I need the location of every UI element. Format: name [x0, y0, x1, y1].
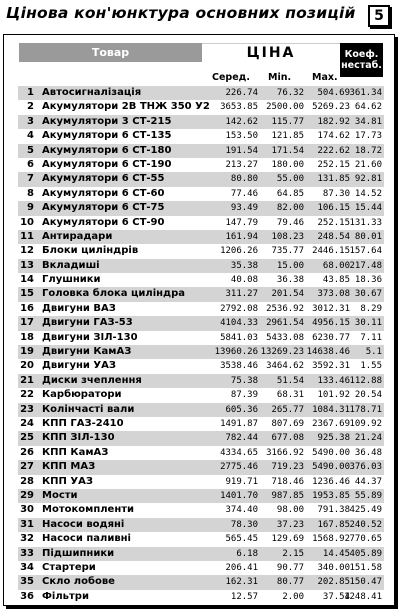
instability-coefficient: 112.88 [349, 375, 382, 386]
column-header-max: Max. [312, 72, 338, 83]
price-min: 115.77 [271, 116, 304, 127]
product-name: Насоси паливні [42, 533, 131, 545]
price-max: 373.08 [317, 289, 350, 300]
table-row [18, 532, 384, 546]
row-number: 10 [20, 216, 34, 228]
product-name: КПП КамАЗ [42, 446, 109, 458]
table-row [18, 172, 384, 186]
row-number: 18 [20, 331, 34, 343]
page-number-badge: 5 [368, 5, 390, 27]
price-average: 40.08 [230, 275, 258, 286]
table-row [18, 374, 384, 388]
price-max: 925.38 [317, 433, 350, 444]
price-average: 3653.85 [220, 102, 258, 113]
product-name: Двигуни ВАЗ [42, 302, 116, 314]
row-number: 19 [20, 346, 34, 358]
price-max: 1953.85 [312, 490, 350, 501]
row-number: 12 [20, 245, 34, 257]
price-average: 191.54 [225, 145, 258, 156]
price-min: 129.69 [271, 534, 304, 545]
row-number: 24 [20, 417, 34, 429]
product-name: Акумулятори 6 СТ-60 [42, 187, 165, 199]
product-name: Акумулятори 6 СТ-135 [42, 130, 172, 142]
page-title: Цінова кон'юнктура основних позицій [6, 4, 356, 22]
price-average: 5841.03 [220, 332, 258, 343]
table-row [18, 259, 384, 273]
table-row [18, 388, 384, 402]
row-number: 34 [20, 561, 34, 573]
table-row [18, 115, 384, 129]
price-min: 108.23 [271, 231, 304, 242]
price-max: 106.15 [317, 203, 350, 214]
product-name: КПП МАЗ [42, 461, 96, 473]
price-min: 98.00 [276, 505, 304, 516]
table-row [18, 561, 384, 575]
instability-coefficient: 44.37 [354, 476, 382, 487]
price-min: 2536.92 [266, 303, 304, 314]
price-average: 80.80 [230, 174, 258, 185]
instability-coefficient: 109.92 [349, 418, 382, 429]
price-max: 1084.31 [312, 404, 350, 415]
instability-coefficient: 80.01 [354, 231, 382, 242]
price-max: 202.85 [317, 577, 350, 588]
table-row [18, 518, 384, 532]
instability-coefficient: 376.03 [349, 462, 382, 473]
title-bar [0, 0, 400, 32]
price-max: 222.62 [317, 145, 350, 156]
column-header-price: ЦІНА [202, 43, 340, 63]
column-header-product: Товар [19, 43, 202, 62]
table-row [18, 86, 384, 100]
product-name: Насоси водяні [42, 518, 125, 530]
instability-coefficient: 7.11 [360, 332, 382, 343]
instability-coefficient: 15.44 [354, 203, 382, 214]
row-number: 20 [20, 360, 34, 372]
price-min: 3464.62 [266, 361, 304, 372]
instability-coefficient: 30.11 [354, 318, 382, 329]
price-max: 252.15 [317, 159, 350, 170]
instability-coefficient: 240.52 [349, 519, 382, 530]
product-name: Двигуни ЗІЛ-130 [42, 331, 138, 343]
row-number: 1 [27, 87, 34, 98]
product-name: Акумулятори 6 СТ-180 [42, 144, 172, 156]
product-name: Блоки циліндрів [42, 245, 139, 257]
price-max: 68.00 [322, 260, 350, 271]
product-name: Акумулятори 6 СТ-75 [42, 202, 165, 214]
table-row [18, 331, 384, 345]
price-average: 919.71 [225, 476, 258, 487]
instability-coefficient: 36.48 [354, 447, 382, 458]
instability-coefficient: 14.52 [354, 188, 382, 199]
instability-coefficient: 20.54 [354, 390, 382, 401]
price-max: 167.85 [317, 519, 350, 530]
product-name: Фільтри [42, 590, 89, 602]
price-min: 2500.00 [266, 102, 304, 113]
price-average: 1491.87 [220, 418, 258, 429]
price-average: 206.41 [225, 562, 258, 573]
row-number: 26 [20, 446, 34, 458]
price-min: 180.00 [271, 159, 304, 170]
row-number: 2 [27, 101, 34, 113]
price-min: 2961.54 [266, 318, 304, 329]
price-average: 142.62 [225, 116, 258, 127]
column-header-average: Серед. [212, 72, 250, 83]
instability-coefficient: 217.48 [349, 260, 382, 271]
price-min: 807.69 [271, 418, 304, 429]
price-max: 2446.15 [312, 246, 350, 257]
instability-coefficient: 361.34 [349, 88, 382, 98]
price-min: 79.46 [276, 217, 304, 228]
row-number: 15 [20, 288, 34, 300]
price-max: 37.54 [322, 591, 350, 602]
table-row [18, 475, 384, 489]
row-number: 30 [20, 504, 34, 516]
price-max: 1568.92 [312, 534, 350, 545]
price-min: 51.54 [276, 375, 304, 386]
price-max: 87.30 [322, 188, 350, 199]
price-max: 14638.46 [306, 347, 350, 358]
price-min: 15.00 [276, 260, 304, 271]
row-number: 6 [27, 158, 34, 170]
table-row [18, 359, 384, 373]
price-min: 3166.92 [266, 447, 304, 458]
price-min: 37.23 [276, 519, 304, 530]
product-name: КПП ЗІЛ-130 [42, 432, 115, 444]
product-name: Колінчасті вали [42, 403, 135, 415]
price-max: 182.92 [317, 116, 350, 127]
product-name: Мости [42, 489, 78, 501]
instability-coefficient: 18.36 [354, 275, 382, 286]
instability-coefficient: 157.64 [349, 246, 382, 257]
row-number: 7 [27, 173, 34, 185]
table-row [18, 503, 384, 517]
price-average: 2792.08 [220, 303, 258, 314]
instability-coefficient: 5.1 [365, 347, 382, 358]
table-row [18, 144, 384, 158]
table-row [18, 431, 384, 445]
table-row [18, 287, 384, 301]
price-max: 340.00 [317, 562, 350, 573]
table-row [18, 244, 384, 258]
price-min: 987.85 [271, 490, 304, 501]
table-row [18, 273, 384, 287]
table-row [18, 316, 384, 330]
price-average: 87.39 [230, 390, 258, 401]
price-average: 78.30 [230, 519, 258, 530]
price-average: 13960.26 [214, 347, 258, 358]
table-row [18, 489, 384, 503]
price-average: 311.27 [225, 289, 258, 300]
instability-coefficient: 405.89 [349, 548, 382, 559]
price-max: 133.46 [317, 375, 350, 386]
table-body [18, 86, 384, 604]
instability-coefficient: 151.58 [349, 562, 382, 573]
price-min: 718.46 [271, 476, 304, 487]
price-average: 4104.33 [220, 318, 258, 329]
price-min: 36.38 [276, 275, 304, 286]
price-min: 121.85 [271, 131, 304, 142]
price-min: 5433.08 [266, 332, 304, 343]
instability-coefficient: 21.24 [354, 433, 382, 444]
instability-coefficient: 8.29 [360, 303, 382, 314]
instability-coefficient: 425.49 [349, 505, 382, 516]
column-header-min: Min. [268, 72, 292, 83]
price-min: 2.00 [282, 591, 304, 602]
product-name: Акумулятори 3 СТ-215 [42, 115, 172, 127]
price-average: 147.79 [225, 217, 258, 228]
product-name: Підшипники [42, 547, 115, 559]
instability-coefficient: 770.65 [349, 534, 382, 545]
price-average: 374.40 [225, 505, 258, 516]
instability-coefficient: 55.89 [354, 490, 382, 501]
price-min: 82.00 [276, 203, 304, 214]
row-number: 13 [20, 259, 34, 271]
table-row [18, 302, 384, 316]
price-max: 174.62 [317, 131, 350, 142]
column-header-coefficient: Коеф. нестаб. [340, 43, 383, 77]
price-min: 677.08 [271, 433, 304, 444]
price-average: 2775.46 [220, 462, 258, 473]
row-number: 22 [20, 389, 34, 401]
row-number: 16 [20, 302, 34, 314]
price-max: 248.54 [317, 231, 350, 242]
row-number: 25 [20, 432, 34, 444]
product-name: Скло лобове [42, 576, 115, 588]
price-average: 162.31 [225, 577, 258, 588]
price-max: 101.92 [317, 390, 350, 401]
table-row [18, 100, 384, 114]
instability-coefficient: 30.67 [354, 289, 382, 300]
price-max: 131.85 [317, 174, 350, 185]
product-name: Двигуни ГАЗ-53 [42, 317, 133, 329]
row-number: 14 [20, 274, 34, 286]
price-min: 719.23 [271, 462, 304, 473]
row-number: 11 [20, 230, 34, 242]
product-name: Двигуни УАЗ [42, 360, 116, 372]
product-name: Вкладиші [42, 259, 100, 271]
product-name: Головка блока циліндра [42, 288, 186, 300]
row-number: 35 [20, 576, 34, 588]
product-name: Мотокомпленти [42, 504, 135, 516]
table-row [18, 575, 384, 589]
row-number: 29 [20, 489, 34, 501]
product-name: Автосигналізація [42, 87, 142, 98]
row-number: 32 [20, 533, 34, 545]
price-max: 3012.31 [312, 303, 350, 314]
instability-coefficient: 17.73 [354, 131, 382, 142]
price-average: 565.45 [225, 534, 258, 545]
table-row [18, 417, 384, 431]
instability-coefficient: 1248.41 [344, 591, 382, 602]
product-name: Акумулятори 2В ТНЖ 350 У2 [42, 101, 210, 113]
product-name: Стартери [42, 561, 96, 573]
price-max: 43.85 [322, 275, 350, 286]
price-average: 1401.70 [220, 490, 258, 501]
row-number: 28 [20, 475, 34, 487]
price-max: 3592.31 [312, 361, 350, 372]
table-row [18, 230, 384, 244]
table-row [18, 201, 384, 215]
price-table-frame [3, 34, 395, 606]
row-number: 5 [27, 144, 34, 156]
product-name: КПП ГАЗ-2410 [42, 417, 124, 429]
table-row [18, 158, 384, 172]
instability-coefficient: 34.81 [354, 116, 382, 127]
instability-coefficient: 21.60 [354, 159, 382, 170]
price-max: 5490.00 [312, 447, 350, 458]
price-min: 735.77 [271, 246, 304, 257]
product-name: Глушники [42, 274, 101, 286]
price-min: 76.32 [276, 88, 304, 98]
table-row [18, 547, 384, 561]
product-name: Акумулятори 6 СТ-90 [42, 216, 165, 228]
price-average: 35.38 [230, 260, 258, 271]
table-row [18, 446, 384, 460]
price-max: 4956.15 [312, 318, 350, 329]
instability-coefficient: 150.47 [349, 577, 382, 588]
price-max: 504.69 [317, 88, 350, 98]
price-max: 791.38 [317, 505, 350, 516]
table-row [18, 129, 384, 143]
row-number: 21 [20, 374, 34, 386]
row-number: 8 [27, 187, 34, 199]
row-number: 33 [20, 547, 34, 559]
price-min: 201.54 [271, 289, 304, 300]
price-average: 226.74 [225, 88, 258, 98]
row-number: 23 [20, 403, 34, 415]
row-number: 3 [27, 115, 34, 127]
price-min: 80.77 [276, 577, 304, 588]
instability-coefficient: 131.33 [349, 217, 382, 228]
row-number: 17 [20, 317, 34, 329]
price-max: 1236.46 [312, 476, 350, 487]
table-row [18, 403, 384, 417]
price-max: 5490.00 [312, 462, 350, 473]
product-name: Акумулятори 6 СТ-190 [42, 158, 172, 170]
price-average: 77.46 [230, 188, 258, 199]
product-name: КПП УАЗ [42, 475, 93, 487]
table-row [18, 460, 384, 474]
product-name: Диски зчеплення [42, 374, 142, 386]
price-average: 605.36 [225, 404, 258, 415]
row-number: 36 [20, 590, 34, 602]
price-max: 2367.69 [312, 418, 350, 429]
price-max: 6230.77 [312, 332, 350, 343]
price-min: 68.31 [276, 390, 304, 401]
price-min: 55.00 [276, 174, 304, 185]
price-min: 13269.23 [260, 347, 304, 358]
price-average: 1206.26 [220, 246, 258, 257]
price-max: 252.15 [317, 217, 350, 228]
price-min: 265.77 [271, 404, 304, 415]
table-row [18, 345, 384, 359]
instability-coefficient: 178.71 [349, 404, 382, 415]
row-number: 4 [27, 130, 34, 142]
row-number: 27 [20, 461, 34, 473]
price-average: 4334.65 [220, 447, 258, 458]
table-row [18, 590, 384, 604]
price-average: 153.50 [225, 131, 258, 142]
instability-coefficient: 64.62 [354, 102, 382, 113]
price-max: 14.45 [322, 548, 350, 559]
product-name: Двигуни КамАЗ [42, 346, 132, 358]
price-average: 93.49 [230, 203, 258, 214]
instability-coefficient: 92.81 [354, 174, 382, 185]
price-average: 75.38 [230, 375, 258, 386]
table-row [18, 187, 384, 201]
row-number: 9 [27, 202, 34, 214]
price-max: 5269.23 [312, 102, 350, 113]
table-row [18, 216, 384, 230]
instability-coefficient: 1.55 [360, 361, 382, 372]
price-average: 782.44 [225, 433, 258, 444]
product-name: Антирадари [42, 230, 113, 242]
instability-coefficient: 18.72 [354, 145, 382, 156]
price-average: 6.18 [236, 548, 258, 559]
price-average: 213.27 [225, 159, 258, 170]
price-min: 171.54 [271, 145, 304, 156]
price-min: 90.77 [276, 562, 304, 573]
product-name: Акумулятори 6 СТ-55 [42, 173, 165, 185]
price-min: 2.15 [282, 548, 304, 559]
product-name: Карбюратори [42, 389, 122, 401]
price-average: 12.57 [230, 591, 258, 602]
price-average: 161.94 [225, 231, 258, 242]
row-number: 31 [20, 518, 34, 530]
price-average: 3538.46 [220, 361, 258, 372]
price-min: 64.85 [276, 188, 304, 199]
